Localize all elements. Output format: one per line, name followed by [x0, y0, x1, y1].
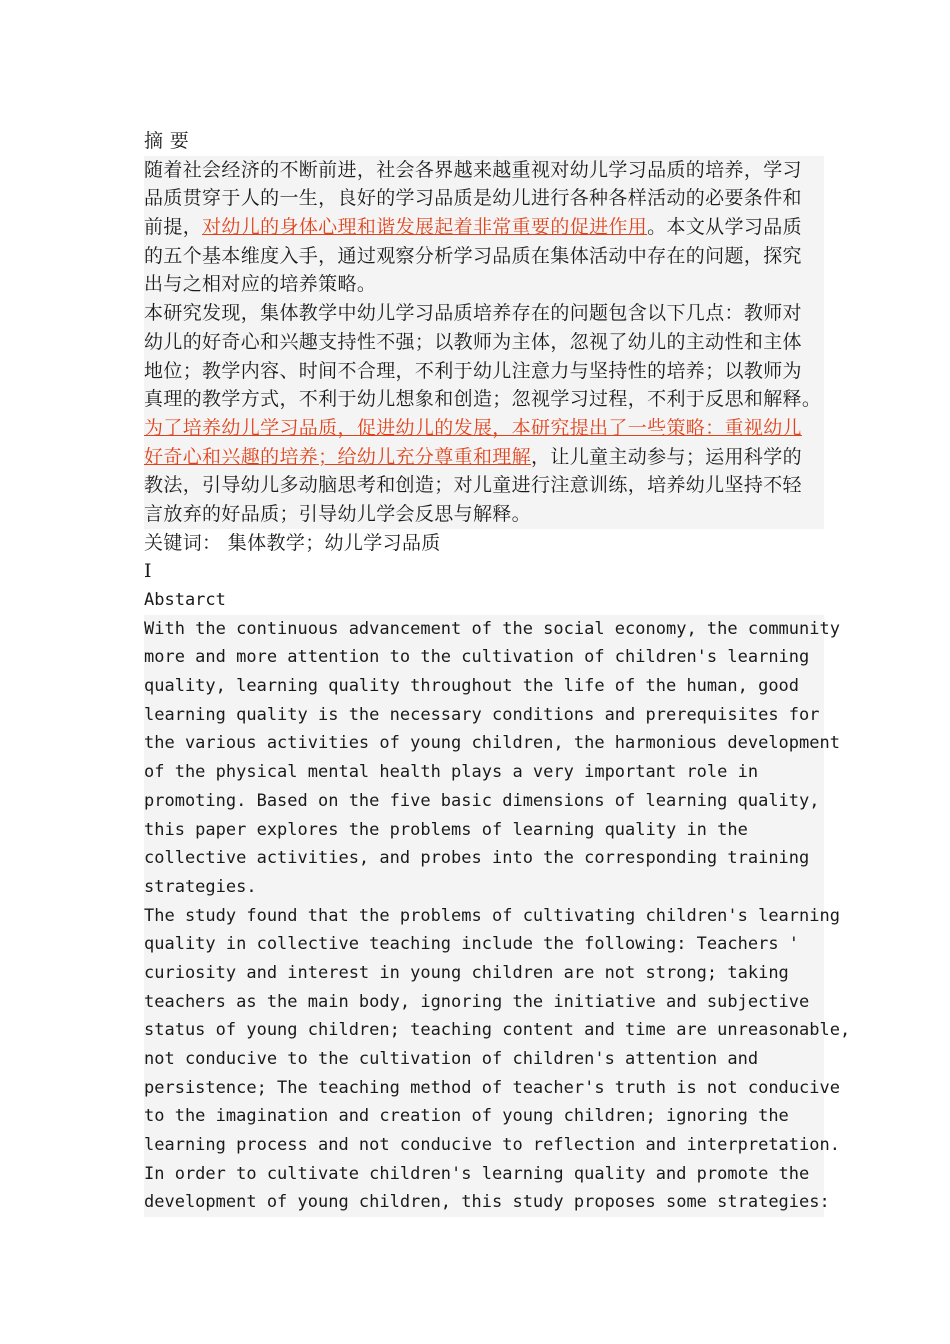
en-abstract-line: curiosity and interest in young children are not strong; taking — [144, 959, 824, 988]
en-abstract-line: development of young children, this study proposes some strategies: — [144, 1188, 824, 1217]
en-abstract-line: more and more attention to the cultivation of children's learning — [144, 643, 824, 672]
abstract-content — [144, 127, 851, 1217]
cn-abstract-line: 品质贯穿于人的一生，良好的学习品质是幼儿进行各种各样活动的必要条件和 — [144, 184, 824, 213]
cn-abstract-line: 本研究发现，集体教学中幼儿学习品质培养存在的问题包含以下几点：教师对 — [144, 299, 824, 328]
cn-abstract-line: 真理的教学方式，不利于幼儿想象和创造；忽视学习过程，不利于反思和解释。 — [144, 385, 824, 414]
en-abstract-line: not conducive to the cultivation of children's attention and — [144, 1045, 824, 1074]
en-abstract-line: promoting. Based on the five basic dimensions of learning quality, — [144, 787, 824, 816]
cn-abstract-line: 的五个基本维度入手，通过观察分析学习品质在集体活动中存在的问题，探究 — [144, 242, 824, 271]
cn-abstract-line — [144, 414, 824, 443]
cn-text: ，让儿童主动参与；运用科学的 — [531, 445, 802, 468]
en-abstract-line: With the continuous advancement of the social economy, the community — [144, 615, 824, 644]
en-abstract-line: the various activities of young children, the harmonious development — [144, 729, 824, 758]
cn-abstract-line: 教法，引导幼儿多动脑思考和创造；对儿童进行注意训练，培养幼儿坚持不轻 — [144, 471, 824, 500]
highlighted-phrase: 对幼儿的身体心理和谐发展起着非常重要的促进作用 — [202, 216, 648, 239]
en-abstract-line: In order to cultivate children's learning quality and promote the — [144, 1160, 824, 1189]
en-abstract-line: teachers as the main body, ignoring the initiative and subjective — [144, 988, 824, 1017]
en-abstract-line: quality in collective teaching include the following: Teachers ' — [144, 930, 824, 959]
en-abstract-line: persistence; The teaching method of teacher's truth is not conducive — [144, 1074, 824, 1103]
en-abstract-line: quality, learning quality throughout the life of the human, good — [144, 672, 824, 701]
en-abstract-line: collective activities, and probes into the corresponding training — [144, 844, 824, 873]
en-abstract-line: this paper explores the problems of learning quality in the — [144, 816, 824, 845]
en-abstract-line: strategies. — [144, 873, 824, 902]
en-abstract-line: to the imagination and creation of young children; ignoring the — [144, 1102, 824, 1131]
en-abstract-line: status of young children; teaching content and time are unreasonable, — [144, 1016, 824, 1045]
en-abstract-heading: Abstarct — [144, 590, 226, 610]
en-abstract-line: learning quality is the necessary conditions and prerequisites for — [144, 701, 824, 730]
en-abstract-line: The study found that the problems of cultivating children's learning — [144, 902, 824, 931]
cn-abstract-line: 幼儿的好奇心和兴趣支持性不强；以教师为主体，忽视了幼儿的主动性和主体 — [144, 328, 824, 357]
en-abstract-line: learning process and not conducive to reflection and interpretation. — [144, 1131, 824, 1160]
keywords-line: 关键词： 集体教学；幼儿学习品质 — [144, 531, 441, 554]
en-abstract-line: of the physical mental health plays a very important role in — [144, 758, 824, 787]
cn-abstract-line: 随着社会经济的不断前进，社会各界越来越重视对幼儿学习品质的培养，学习 — [144, 156, 824, 185]
cn-text: 。本文从学习品质 — [647, 216, 802, 239]
cn-text: 前提， — [144, 216, 203, 239]
cn-abstract-line: 言放弃的好品质；引导幼儿学会反思与解释。 — [144, 500, 824, 529]
highlighted-phrase: 为了培养幼儿学习品质，促进幼儿的发展，本研究提出了一些策略：重视幼儿 — [144, 416, 802, 439]
cn-abstract-line: 出与之相对应的培养策略。 — [144, 270, 824, 299]
cn-abstract-line: 地位；教学内容、时间不合理，不利于幼儿注意力与坚持性的培养；以教师为 — [144, 357, 824, 386]
cn-abstract-line — [144, 213, 824, 242]
cn-abstract-heading: 摘 要 — [144, 130, 190, 152]
cn-abstract-line — [144, 443, 824, 472]
highlighted-phrase: 好奇心和兴趣的培养；给幼儿充分尊重和理解 — [144, 445, 532, 468]
page-number: I — [144, 560, 152, 583]
